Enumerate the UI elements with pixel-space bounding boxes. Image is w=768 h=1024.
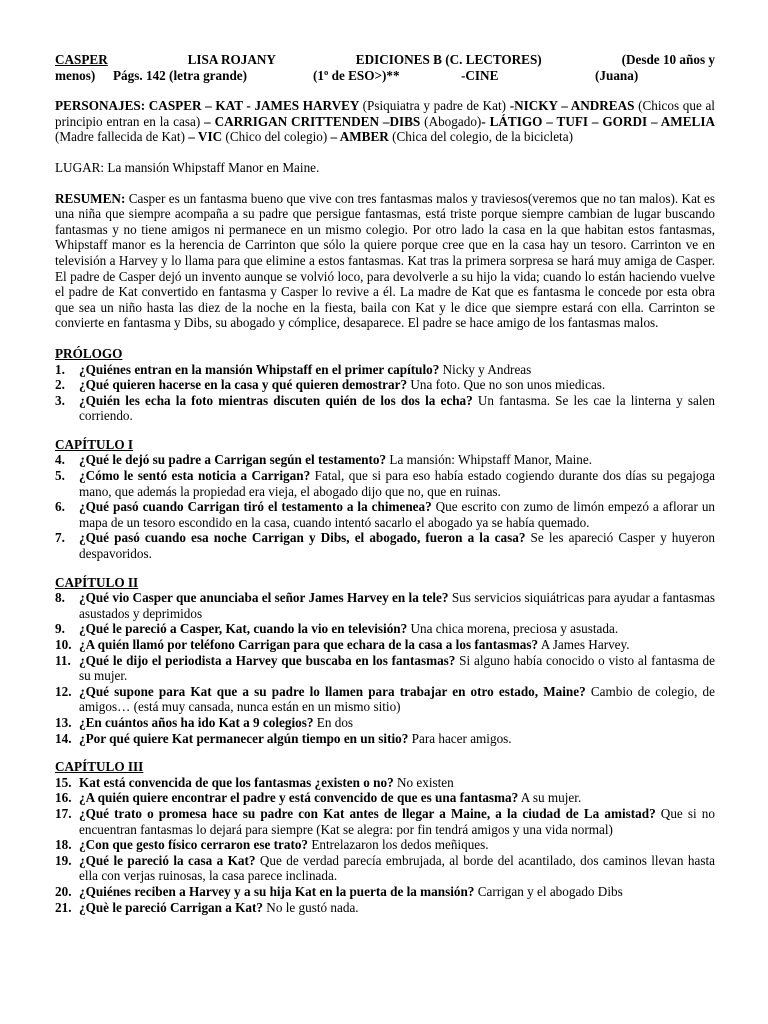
question-text: ¿Què le pareció Carrigan a Kat? — [79, 899, 263, 915]
age-range-cont: menos) — [55, 67, 96, 83]
question-text: ¿Qué le pareció la casa a Kat? — [79, 852, 256, 868]
answer-text: Sus servicios siquiátricas para ayudar a fantasmas asustados y deprimidos — [79, 590, 715, 621]
answer-text: Un fantasma. Se les cae la linterna y salen corriendo. — [79, 392, 715, 424]
question-item — [55, 715, 715, 731]
answer-text: Una foto. Que no son unos miedicas. — [407, 377, 606, 393]
question-item — [55, 900, 715, 916]
answer-text: No le gustó nada. — [263, 899, 359, 915]
question-number: 15. — [55, 774, 72, 790]
answer-text: Entrelazaron los dedos meñiques. — [308, 837, 489, 853]
answer-text: Carrigan y el abogado Dibs — [474, 883, 623, 899]
course-level: (1º de ESO>)** — [313, 67, 400, 83]
answer-text: La mansión: Whipstaff Manor, Maine. — [386, 452, 593, 468]
question-number: 19. — [55, 852, 72, 868]
age-range: (Desde 10 años y — [621, 52, 715, 67]
question-text: ¿A quién llamó por teléfono Carrigan para que echara de la casa a los fantasmas? — [79, 637, 539, 652]
publisher: EDICIONES B (C. LECTORES) — [355, 52, 542, 67]
question-number: 18. — [55, 837, 72, 853]
character-note: (Psiquiatra y padre de Kat) — [362, 98, 510, 114]
section-title: CAPÍTULO III — [55, 759, 144, 775]
question-item — [55, 468, 715, 499]
question-item — [55, 775, 715, 791]
genre: -CINE — [461, 67, 499, 83]
question-text: ¿Qué trato o promesa hace su padre con Kat antes de llegar a Maine, a la ciudad de La amistad? — [79, 805, 656, 821]
location-line: LUGAR: La mansión Whipstaff Manor en Maine. — [55, 159, 320, 175]
summary-text: Casper es un fantasma bueno que vive con tres fantasmas malos y traviesos(veremos que no tan malos). Kat es una niña que siempre acompaña a su padre que persigue fantasmas, está triste porque siempre cambian de lugar buscando fantasmas y no tiene amigos ni permanece en un mismo colegio. Por otro lado la casa en la que habitan estos fantasmas, Whipstaff manor es la herencia de Carrinton que sólo la quiere porque cree que en la casa hay un tesoro. Carrinton ve en televisión a Harvey y lo llama para que elimine a estos fantasmas. Kat tras la primera sorpresa se hará muy amiga de Casper. El padre de Casper dejó un invento aunque se volvió loco, para devolverle a su hijo la vida; cuando lo están haciendo vuelve el padre de Kat convertido en fantasma y Casper lo revive a él. La madre de Kat que es fantasma le concede por esta obra que sea un niño hasta las diez de la noche en la fiesta, baila con Kat y le dice que siempre estará con ella. Carrinton se convierte en fantasma y Dibs, su abogado y cómplice, desaparece. El padre se hace amigo de los fantasmas malos. — [55, 190, 715, 331]
question-text: ¿Qué pasó cuando Carrigan tiró el testamento a la chimenea? — [79, 499, 432, 515]
question-number: 1. — [55, 361, 65, 377]
question-number: 8. — [55, 590, 65, 606]
characters-paragraph — [55, 98, 715, 145]
question-list — [55, 452, 715, 561]
characters-label: PERSONAJES: — [55, 98, 146, 114]
answer-text: Fatal, que si para eso había estado cogiendo durante dos días su pegajoga mano, que además la propiedad era vieja, el abogado dijo que no, que en ruinas. — [79, 468, 716, 499]
character-names: CASPER – KAT - JAMES HARVEY — [145, 98, 363, 114]
question-number: 14. — [55, 730, 72, 746]
question-item — [55, 377, 715, 393]
question-item — [55, 806, 715, 837]
summary-paragraph — [55, 191, 715, 331]
question-item — [55, 790, 715, 806]
reviewer: (Juana) — [595, 67, 639, 83]
section-title: PRÓLOGO — [55, 345, 123, 361]
question-text: ¿Qué le dijo el periodista a Harvey que buscaba en los fantasmas? — [79, 652, 456, 668]
question-text: ¿Con que gesto físico cerraron ese trato? — [79, 837, 309, 853]
question-number: 10. — [55, 637, 72, 652]
question-number: 16. — [55, 790, 72, 806]
question-number: 7. — [55, 530, 65, 546]
author: LISA ROJANY — [187, 52, 276, 67]
question-text: ¿Qué le dejó su padre a Carrigan según el testamento? — [79, 452, 387, 468]
question-text: ¿Qué supone para Kat que a su padre lo llamen para trabajar en otro estado, Maine? — [79, 683, 586, 699]
question-item — [55, 621, 715, 637]
character-note: (Chica del colegio, de la bicicleta) — [392, 129, 573, 145]
question-text: ¿Qué vio Casper que anunciaba el señor James Harvey en la tele? — [79, 590, 449, 606]
answer-text: No existen — [393, 774, 454, 790]
question-list — [55, 590, 715, 746]
answer-text: En dos — [313, 714, 354, 730]
question-item — [55, 653, 715, 684]
answer-text: Una chica morena, preciosa y asustada. — [407, 621, 619, 637]
summary-label: RESUMEN: — [55, 190, 126, 206]
question-number: 4. — [55, 452, 65, 468]
question-item — [55, 393, 715, 424]
question-number: 20. — [55, 883, 72, 899]
question-number: 3. — [55, 392, 65, 408]
book-title: CASPER — [55, 52, 108, 67]
character-note: (Chicos que al principio entran en la casa) — [55, 98, 715, 129]
section-title: CAPÍTULO I — [55, 436, 134, 452]
question-text: ¿Por qué quiere Kat permanecer algún tiempo en un sitio? — [79, 730, 409, 746]
question-text: ¿Cómo le sentó esta noticia a Carrigan? — [79, 468, 311, 484]
question-item — [55, 499, 715, 530]
answer-text: Nicky y Andreas — [439, 361, 532, 377]
question-item — [55, 731, 715, 747]
question-list — [55, 362, 715, 424]
character-note: (Madre fallecida de Kat) — [55, 129, 189, 145]
question-text: ¿Qué pasó cuando esa noche Carrigan y Dibs, el abogado, fueron a la casa? — [79, 530, 526, 546]
question-item — [55, 637, 715, 653]
header-line-2 — [55, 68, 715, 84]
character-note: (Chico del colegio) — [225, 129, 331, 145]
header-line-1 — [55, 52, 715, 68]
character-names: - LÁTIGO – TUFI – GORDI – AMELIA — [481, 113, 716, 129]
character-note: (Abogado) — [424, 113, 482, 129]
question-number: 6. — [55, 499, 65, 515]
answer-text: A su mujer. — [518, 790, 582, 806]
question-item — [55, 590, 715, 621]
answer-text: Que si no encuentran fantasmas lo dejará para siempre (Kat se alegra: por fin tendrá amigos y una vida normal) — [79, 805, 715, 837]
question-item — [55, 853, 715, 884]
answer-text: A James Harvey. — [538, 637, 630, 652]
answer-text: Se les apareció Casper y huyeron despavoridos. — [79, 530, 716, 562]
questions-area — [55, 346, 715, 915]
character-names: – VIC — [188, 129, 226, 145]
question-item — [55, 684, 715, 715]
character-names: – CARRIGAN CRITTENDEN –DIBS — [204, 113, 425, 129]
question-number: 5. — [55, 468, 65, 484]
question-item — [55, 452, 715, 468]
question-text: ¿Qué le pareció a Casper, Kat, cuando la vio en televisión? — [79, 621, 408, 637]
answer-text: Para hacer amigos. — [408, 730, 512, 746]
question-number: 2. — [55, 377, 65, 393]
answer-text: Que escrito con zumo de limón empezó a aflorar un mapa de un tesoro escondido en la casa, cuando intentó sacarlo el abogado ya se había quemado. — [79, 499, 716, 530]
question-text: ¿Quiénes reciben a Harvey y a su hija Kat en la puerta de la mansión? — [79, 883, 475, 899]
answer-text: Cambio de colegio, de amigos… (está muy cansada, nunca están en un mismo sitio) — [79, 683, 715, 715]
question-text: ¿Quiénes entran en la mansión Whipstaff en el primer capítulo? — [79, 361, 440, 377]
question-number: 17. — [55, 805, 72, 821]
question-item — [55, 362, 715, 378]
question-number: 12. — [55, 683, 72, 699]
document-page — [55, 52, 715, 915]
question-number: 11. — [55, 652, 71, 668]
answer-text: Que de verdad parecía embrujada, al borde del acantilado, dos caminos llevan hasta ella con verjas ruinosas, la casa parece inclinada. — [79, 852, 715, 884]
character-names: – AMBER — [330, 129, 393, 145]
question-text: ¿En cuántos años ha ido Kat a 9 colegios? — [79, 714, 314, 730]
section-title: CAPÍTULO II — [55, 574, 139, 590]
question-text: ¿Qué quieren hacerse en la casa y qué quieren demostrar? — [79, 377, 408, 393]
question-number: 13. — [55, 714, 72, 730]
question-text: ¿A quién quiere encontrar el padre y está convencido de que es una fantasma? — [79, 790, 519, 806]
question-number: 21. — [55, 899, 72, 915]
question-number: 9. — [55, 621, 65, 637]
answer-text: Si alguno había conocido o visto al fantasma de su mujer. — [79, 652, 716, 684]
question-item — [55, 530, 715, 561]
question-item — [55, 884, 715, 900]
question-list — [55, 775, 715, 915]
page-count: Págs. 142 (letra grande) — [113, 67, 248, 83]
question-text: ¿Quién les echa la foto mientras discuten quién de los dos la echa? — [79, 392, 473, 408]
character-names: -NICKY – ANDREAS — [509, 98, 639, 114]
question-text: Kat está convencida de que los fantasmas ¿existen o no? — [79, 774, 394, 790]
question-item — [55, 837, 715, 853]
